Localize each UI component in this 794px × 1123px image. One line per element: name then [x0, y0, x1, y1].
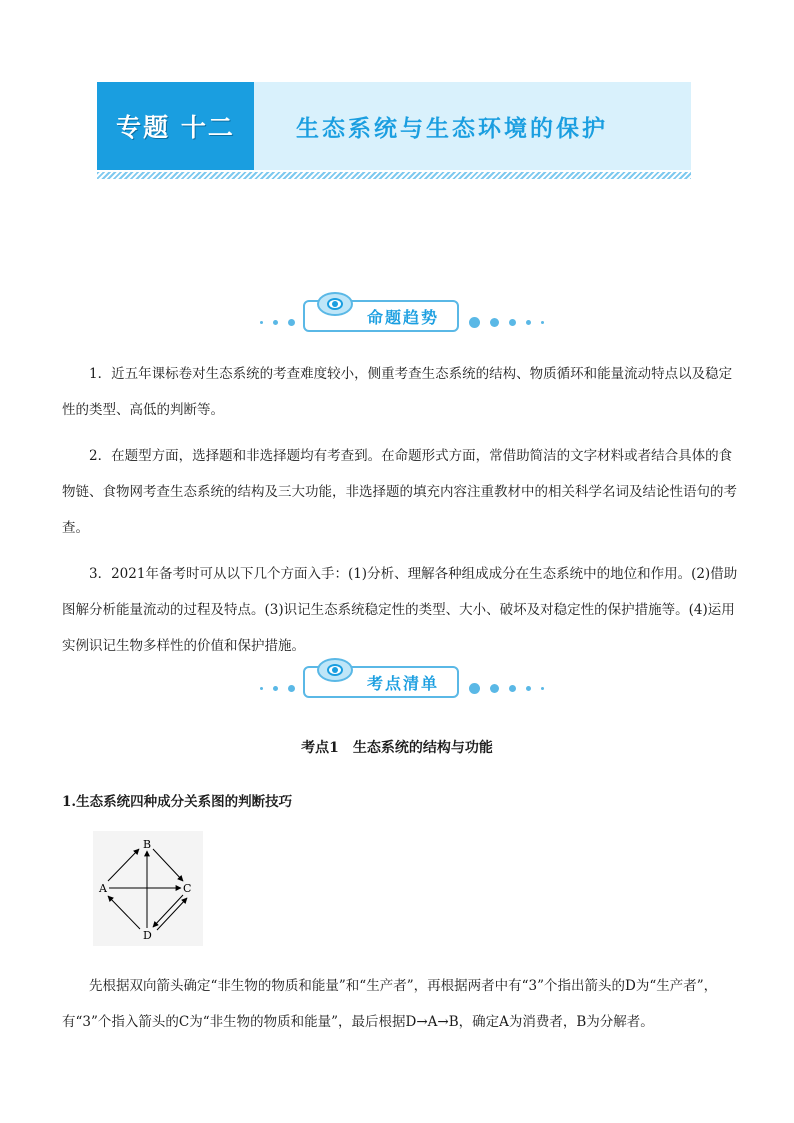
badge-dots-right — [469, 316, 544, 328]
topic-title: 生态系统与生态环境的保护 — [254, 82, 691, 170]
trend-paragraph-3: 3．2021年备考时可从以下几个方面入手：(1)分析、理解各种组成成分在生态系统中的地位和作用。(2)借助图解分析能量流动的过程及特点。(3)识记生态系统稳定性的类型、大小、破坏及对稳定性的保护措施等。(4)运用实例识记生物多样性的价值和保护措施。 — [62, 566, 738, 654]
trend-paragraph-1: 1．近五年课标卷对生态系统的考查难度较小，侧重考查生态系统的结构、物质循环和能量流动特点以及稳定性的类型、高低的判断等。 — [62, 366, 733, 418]
node-c: C — [183, 882, 192, 895]
node-d: D — [143, 929, 152, 942]
trend-badge-label: 命题趋势 — [366, 308, 439, 327]
trend-paragraphs — [62, 356, 740, 664]
topic-number-label: 专题 十二 — [97, 82, 254, 170]
trend-badge — [125, 292, 665, 342]
explanation-paragraph — [62, 968, 740, 1040]
checklist-badge — [125, 658, 665, 708]
eye-icon — [317, 292, 353, 316]
section-subtitle: 1.生态系统四种成分关系图的判断技巧 — [62, 794, 293, 810]
banner-stripe — [97, 172, 691, 179]
trend-paragraph-2: 2．在题型方面，选择题和非选择题均有考查到。在命题形式方面，常借助简洁的文字材料或者结合具体的食物链、食物网考查生态系统的结构及三大功能，非选择题的填充内容注重教材中的相关科学名词及结论性语句的考查。 — [62, 448, 737, 536]
badge-dots-right — [469, 682, 544, 694]
explanation-text: 先根据双向箭头确定“非生物的物质和能量”和“生产者”，再根据两者中有“3”个指出箭头的D为“生产者”，有“3”个指入箭头的C为“非生物的物质和能量”，最后根据D→A→B，确定A为消费者，B为分解者。 — [62, 978, 718, 1030]
checklist-badge-label: 考点清单 — [366, 674, 439, 693]
node-a: A — [99, 882, 107, 895]
section-title: 考点1 生态系统的结构与功能 — [301, 740, 493, 756]
node-b: B — [143, 838, 152, 851]
ecosystem-diagram — [93, 831, 203, 946]
eye-icon — [317, 658, 353, 682]
